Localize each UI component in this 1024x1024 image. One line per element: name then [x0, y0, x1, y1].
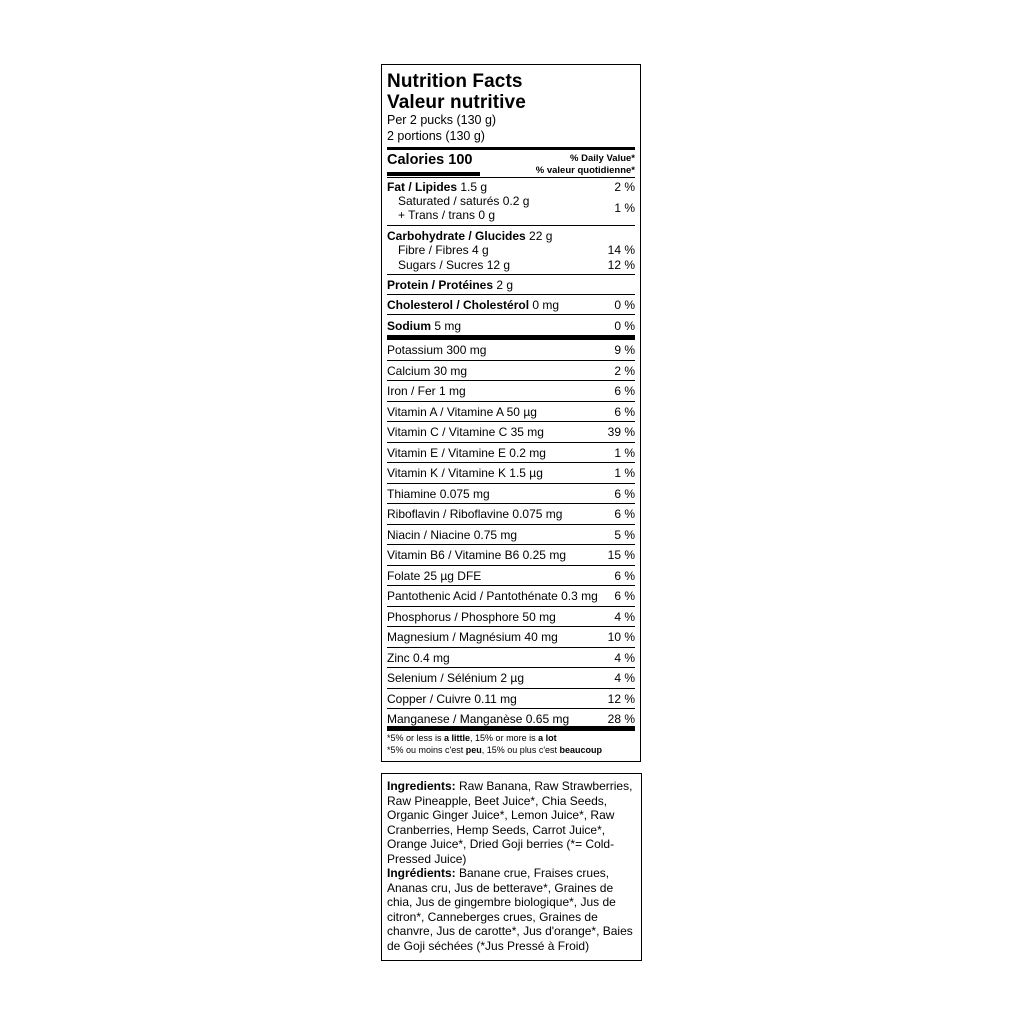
micronutrient-label: Vitamin B6 / Vitamine B6 0.25 mg — [387, 548, 566, 562]
micronutrient-label: Copper / Cuivre 0.11 mg — [387, 691, 517, 706]
micronutrient-row — [387, 343, 635, 357]
micronutrient-label: Vitamin E / Vitamine E 0.2 mg — [387, 445, 546, 460]
divider — [387, 360, 635, 361]
divider — [387, 401, 635, 402]
divider — [387, 688, 635, 689]
sodium-row — [387, 319, 635, 333]
micronutrient-label: Calcium 30 mg — [387, 363, 468, 378]
micronutrient-row — [387, 630, 635, 644]
micronutrient-percent: 6 % — [614, 507, 635, 521]
ingredients-heading-english: Ingredients: — [387, 779, 456, 793]
footnote-english: *5% or less is a little, 15% or more is a lot — [387, 733, 557, 743]
micronutrient-percent: 1 % — [614, 466, 635, 480]
divider — [387, 462, 635, 463]
sugars-percent: 12 % — [607, 258, 635, 272]
divider — [387, 667, 635, 668]
fat-amount: 1.5 g — [460, 180, 488, 194]
micronutrient-percent: 10 % — [607, 630, 635, 644]
footnote-french: *5% ou moins c'est peu, 15% ou plus c'est beaucoup — [387, 745, 603, 755]
micronutrient-label: Iron / Fer 1 mg — [387, 384, 466, 398]
divider — [387, 708, 635, 709]
cholesterol-percent: 0 % — [614, 298, 635, 312]
micronutrient-row — [387, 712, 635, 726]
micronutrient-row — [387, 692, 635, 706]
saturated-trans-percent: 1 % — [614, 201, 635, 215]
ingredients-english — [387, 779, 637, 866]
micronutrient-label: Vitamin C / Vitamine C 35 mg — [387, 425, 544, 439]
micronutrient-percent: 39 % — [607, 425, 635, 439]
micronutrient-label: Selenium / Sélénium 2 µg — [387, 671, 524, 685]
micronutrient-percent: 4 % — [614, 671, 635, 685]
sugars-row — [387, 258, 635, 272]
fat-label: Fat / Lipides — [387, 180, 458, 194]
daily-value-header-english: % Daily Value* — [570, 153, 635, 164]
title-english: Nutrition Facts — [387, 71, 523, 92]
ingredients-heading-french: Ingrédients: — [387, 866, 456, 880]
nutrition-facts-panel — [381, 64, 641, 762]
micronutrient-row — [387, 466, 635, 480]
micronutrient-row — [387, 569, 635, 583]
divider — [387, 647, 635, 648]
micronutrient-label: Vitamin K / Vitamine K 1.5 µg — [387, 466, 543, 480]
carbohydrate-amount: 22 g — [529, 229, 553, 243]
saturated-label: Saturated / saturés 0.2 g — [398, 194, 530, 208]
divider — [387, 565, 635, 566]
fibre-label: Fibre / Fibres 4 g — [398, 243, 489, 257]
protein-amount: 2 g — [496, 278, 514, 292]
sodium-label: Sodium — [387, 319, 431, 333]
micronutrient-label: Vitamin A / Vitamine A 50 µg — [387, 404, 537, 419]
micronutrient-percent: 6 % — [614, 404, 635, 419]
calories-underline — [387, 172, 480, 176]
title-french: Valeur nutritive — [387, 92, 526, 113]
micronutrient-percent: 4 % — [614, 650, 635, 665]
ingredients-list-english: Raw Banana, Raw Strawberries, Raw Pineapple, Beet Juice*, Chia Seeds, Organic Ginger Juice*, Lemon Juice*, Raw Cranberries, Hemp Seeds, Carrot Juice*, Orange Juice*, Dried Goji berries (*= Cold-Pressed Juice) — [387, 779, 633, 866]
divider — [387, 380, 635, 381]
micronutrient-percent: 6 % — [614, 486, 635, 501]
divider — [387, 314, 635, 315]
trans-label: + Trans / trans 0 g — [398, 208, 496, 222]
divider — [387, 483, 635, 484]
divider — [387, 626, 635, 627]
micronutrient-percent: 6 % — [614, 589, 635, 603]
thick-divider — [387, 147, 635, 150]
sodium-amount: 5 mg — [434, 319, 462, 333]
micronutrient-row — [387, 364, 635, 378]
ingredients-panel — [381, 773, 642, 961]
micronutrient-percent: 28 % — [607, 712, 635, 726]
micronutrient-row — [387, 487, 635, 501]
micronutrient-row — [387, 507, 635, 521]
carbohydrate-row — [387, 229, 635, 243]
calories-label: Calories 100 — [387, 152, 473, 168]
micronutrient-row — [387, 405, 635, 419]
micronutrient-row — [387, 548, 635, 562]
thick-divider — [387, 335, 635, 340]
micronutrient-percent: 9 % — [614, 343, 635, 357]
micronutrient-row — [387, 589, 635, 603]
divider — [387, 503, 635, 504]
serving-size-french: 2 portions (130 g) — [387, 129, 485, 143]
divider — [387, 294, 635, 295]
divider — [387, 524, 635, 525]
micronutrient-label: Zinc 0.4 mg — [387, 650, 450, 665]
micronutrient-label: Pantothenic Acid / Pantothénate 0.3 mg — [387, 589, 598, 603]
carbohydrate-label: Carbohydrate / Glucides — [387, 229, 526, 243]
micronutrient-row — [387, 446, 635, 460]
micronutrient-label: Folate 25 µg DFE — [387, 568, 482, 583]
divider — [387, 585, 635, 586]
micronutrient-label: Riboflavin / Riboflavine 0.075 mg — [387, 507, 563, 521]
saturated-trans-percent-row — [387, 201, 635, 215]
fibre-row — [387, 243, 635, 257]
micronutrient-percent: 12 % — [607, 691, 635, 706]
micronutrient-percent: 2 % — [614, 363, 635, 378]
micronutrient-label: Manganese / Manganèse 0.65 mg — [387, 712, 570, 726]
protein-row — [387, 278, 635, 292]
micronutrient-label: Potassium 300 mg — [387, 343, 487, 357]
daily-value-header-french: % valeur quotidienne* — [535, 165, 635, 176]
divider — [387, 177, 635, 178]
sodium-percent: 0 % — [614, 319, 635, 333]
ingredients-list-french: Banane crue, Fraises crues, Ananas cru, Jus de betterave*, Graines de chia, Jus de gingembre biologique*, Jus de citron*, Canneberges crues, Graines de chanvre, Jus de carotte*, Jus d'orange*, Baies de Goji séchées (*Jus Pressé à Froid) — [387, 866, 633, 953]
cholesterol-label: Cholesterol / Cholestérol — [387, 298, 530, 312]
fat-percent: 2 % — [614, 180, 635, 194]
micronutrient-row — [387, 651, 635, 665]
cholesterol-amount: 0 mg — [532, 298, 560, 312]
micronutrient-row — [387, 610, 635, 624]
cholesterol-row — [387, 298, 635, 312]
micronutrient-label: Magnesium / Magnésium 40 mg — [387, 630, 558, 644]
protein-label: Protein / Protéines — [387, 278, 494, 292]
fat-row — [387, 180, 635, 194]
divider — [387, 225, 635, 226]
micronutrient-row — [387, 671, 635, 685]
thick-divider — [387, 726, 635, 731]
divider — [387, 274, 635, 275]
sugars-label: Sugars / Sucres 12 g — [398, 258, 511, 272]
micronutrient-percent: 4 % — [614, 609, 635, 624]
ingredients-french — [387, 866, 637, 953]
micronutrient-label: Niacin / Niacine 0.75 mg — [387, 527, 518, 542]
micronutrient-percent: 1 % — [614, 445, 635, 460]
divider — [387, 421, 635, 422]
micronutrient-row — [387, 425, 635, 439]
micronutrient-percent: 5 % — [614, 527, 635, 542]
micronutrient-row — [387, 528, 635, 542]
micronutrient-percent: 15 % — [607, 548, 635, 562]
micronutrient-row — [387, 384, 635, 398]
divider — [387, 606, 635, 607]
divider — [387, 544, 635, 545]
micronutrient-label: Phosphorus / Phosphore 50 mg — [387, 609, 556, 624]
divider — [387, 442, 635, 443]
fibre-percent: 14 % — [607, 243, 635, 257]
micronutrient-percent: 6 % — [614, 568, 635, 583]
micronutrient-label: Thiamine 0.075 mg — [387, 486, 490, 501]
micronutrient-percent: 6 % — [614, 384, 635, 398]
serving-size-english: Per 2 pucks (130 g) — [387, 113, 497, 127]
